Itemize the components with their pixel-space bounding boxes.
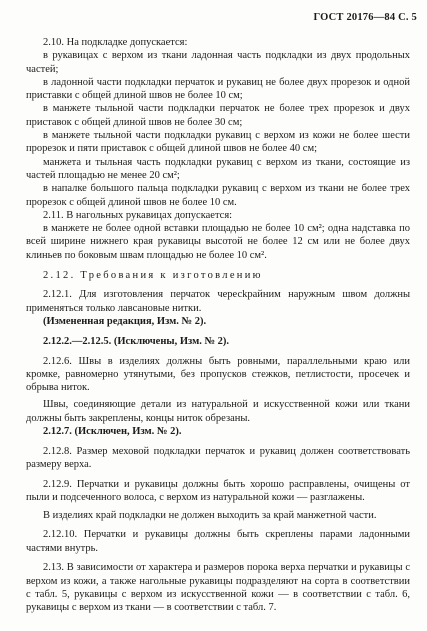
paragraph-list-item: в манжете тыльной части подкладки перчаток не более трех прорезок и двух приставок с общей длиной швов не более 30 см; [26,103,410,128]
paragraph-2-12-9: 2.12.9. Перчатки и рукавицы должны быть хорошо расправлены, очищены от пыли и подсеченного волоса, с верхом из натуральной кожи — разглажены. [26,478,410,504]
paragraph-list-item: манжета и тыльная часть подкладки рукавиц с верхом из ткани, состоящие из частей площадью не менее 20 см²; [26,156,410,181]
paragraph-2-12-2-5: 2.12.2.—2.12.5. (Исключены, Изм. № 2). [43,335,230,347]
paragraph-2-12-8: 2.12.8. Размер меховой подкладки перчаток и рукавиц должен соответствовать размеру верха. [26,445,410,471]
paragraph-lining-edge: В изделиях край подкладки не должен выходить за край манжетной части. [43,509,377,521]
paragraph-2-13: 2.13. В зависимости от характера и размеров порока верха перчатки и рукавицы с верхом из кожи, а также нагольные рукавицы подразделяют на сорта в соответствии с табл. 5, рукавицы с верхом из искусственной кожи — в соответствии с табл. 6, рукавицы с верхом из ткани — в соответствии с табл. 7. [26,562,410,614]
paragraph-2-12-7: 2.12.7. (Исключен, Изм. № 2). [43,426,182,438]
paragraph-list-item: в манжете не более одной вставки площадью не более 10 см²; одна надставка по всей ширине нижнего края рукавицы высотой не более 12 см или не более двух клиньев по боковым швам площадью не более 10 см². [26,223,410,261]
paragraph-list-item: в манжете тыльной части подкладки рукавиц с верхом из кожи не более шести прорезок и пяти приставок с общей длиной швов не более 40 см; [26,130,410,155]
paragraph-2-12-6: 2.12.6. Швы в изделиях должны быть ровными, параллельными краю или кромке, равномерно утянутыми, без пропусков стежков, петлистости, просечек и обрыва ниток. [26,355,410,394]
paragraph-list-item: в ладонной части подкладки перчаток и рукавиц не более двух прорезок и одной приставки с общей длиной швов не более 10 см; [26,76,410,102]
paragraph-2-11: 2.11. В нагольных рукавицах допускается: [43,209,233,221]
document-body [26,36,410,615]
paragraph-2-10: 2.10. На подкладке допускается: [43,37,188,48]
paragraph-2-12-10: 2.12.10. Перчатки и рукавицы должны быть скреплены парами ладонными частями внутрь. [26,529,410,554]
paragraph-list-item: в рукавицах с верхом из ткани ладонная часть подкладки из двух продольных частей; [26,50,410,75]
page-header: ГОСТ 20176—84 С. 5 [313,12,417,23]
paragraph-seams: Швы, соединяющие детали из натуральной и искусственной кожи или ткани должны быть закреплены, концы ниток обрезаны. [26,399,410,424]
amendment-note: (Измененная редакция, Изм. № 2). [43,315,207,327]
paragraph-2-12-1: 2.12.1. Для изготовления перчаток чересkрайним наружным швом должны применяться только лавсановые нитки. [26,289,410,314]
section-heading-2-12: 2.12. Требования к изготовлению [43,269,263,281]
paragraph-list-item: в напалке большого пальца подкладки рукавиц с верхом из ткани не более трех прорезок с общей длиной швов не более 10 см. [26,183,410,208]
